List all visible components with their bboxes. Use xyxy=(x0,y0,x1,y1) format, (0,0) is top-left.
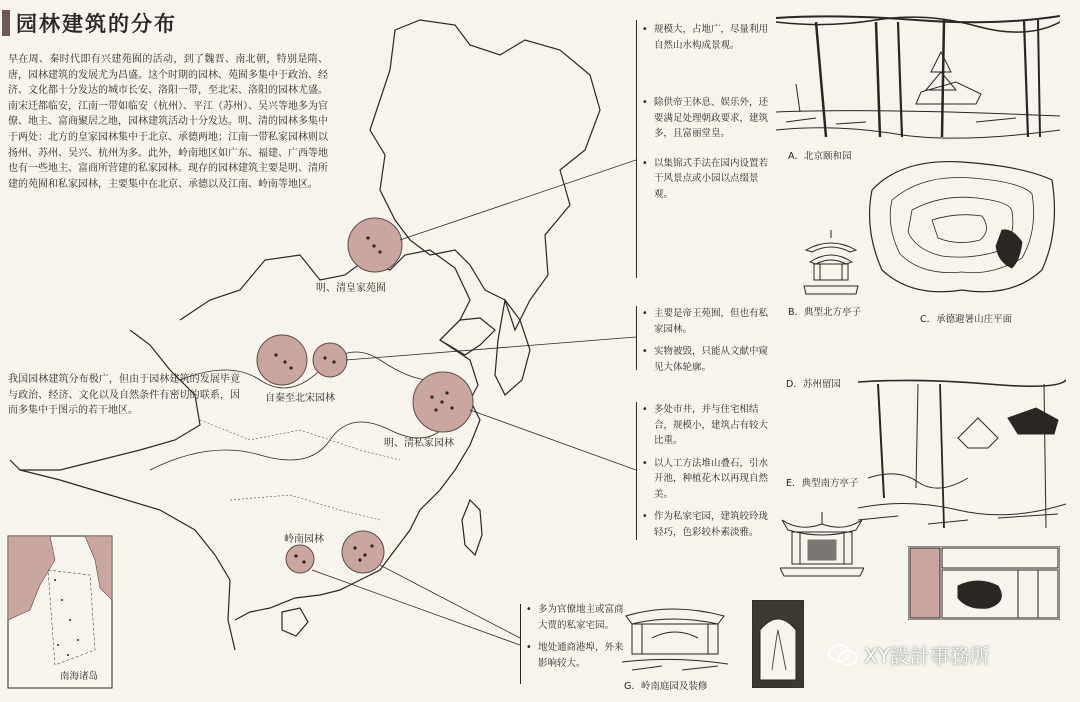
shandong-outline xyxy=(440,318,495,355)
bracket-qinsong xyxy=(636,306,637,370)
label-ming-qing-imperial: 明、清皇家苑囿 xyxy=(316,283,386,294)
sketch-summer-palace xyxy=(776,12,1060,142)
caption-e: E．典型南方亭子 xyxy=(786,478,859,489)
callout-qin-song xyxy=(640,306,768,382)
bracket-lingnan xyxy=(520,604,521,684)
leader-qinsong xyxy=(346,337,636,360)
hainan-outline xyxy=(282,608,308,636)
leader-lingnan-1 xyxy=(380,565,520,638)
bracket-private xyxy=(636,402,637,540)
wechat-icon xyxy=(828,643,858,667)
callout-lingnan xyxy=(524,602,624,678)
callout-item: • 以人工方法堆山叠石，引水开池，种植花木以再现自然美。 xyxy=(640,456,768,503)
label-lingnan: 岭南园林 xyxy=(284,534,324,545)
bracket-imperial xyxy=(636,20,637,278)
callout-item: • 主要是帝王苑囿，但也有私家园林。 xyxy=(640,306,768,337)
sketch-suzhou-garden xyxy=(858,378,1066,528)
region-circle-lingnan-e xyxy=(342,531,384,573)
province-border xyxy=(200,420,400,460)
callout-item: • 实物被毁，只能从文献中窥见大体轮廓。 xyxy=(640,344,768,375)
west-border-outline xyxy=(10,330,200,470)
callout-item: • 作为私家宅园，建筑较玲珑轻巧，色彩较朴素淡雅。 xyxy=(640,509,768,540)
inset-label: 南海诸岛 xyxy=(60,671,99,682)
sketch-courtyard-plan xyxy=(908,546,1060,620)
caption-b: B．典型北方亭子 xyxy=(788,307,862,318)
sketch-southern-pavilion xyxy=(780,510,864,578)
caption-d: D．苏州留园 xyxy=(786,379,841,390)
sketch-chengde-plan xyxy=(862,150,1062,302)
callout-imperial xyxy=(640,22,768,209)
sketch-northern-pavilion xyxy=(796,228,866,298)
caption-a: A．北京颐和园 xyxy=(788,151,852,162)
taiwan-outline xyxy=(462,500,482,555)
region-circle-chang-an xyxy=(257,335,307,385)
sketch-lingnan-garden xyxy=(622,602,728,674)
caption-c: C．承德避暑山庄平面 xyxy=(920,314,1013,325)
callout-private xyxy=(640,402,768,547)
province-border-2 xyxy=(230,495,380,520)
region-circle-lingnan-w xyxy=(286,545,314,573)
watermark xyxy=(828,640,990,669)
intro-paragraph: 早在周、秦时代即有兴建苑囿的活动，到了魏晋、南北朝，特别是隋、唐，园林建筑的发展尤为昌盛。这个时期的园林、苑囿多集中于政治、经济、文化都十分发达的城市长安、洛阳一带，至北宋、洛阳的园林尤盛。南宋迁都临安，江南一带如临安（杭州）、平江（苏州）、吴兴等地多为官僚、地主、富商聚居之地，园林建筑活动十分发达。明、清的园林多集中于两处：北方的皇家园林集中于北京、承德两地；江南一带私家园林则以扬州、苏州、吴兴、杭州为多。此外，岭南地区如广东、福建、广西等地也有一些地主、富商所营建的私家园林。现存的园林建筑主要是明、清所建的苑囿和私家园林，主要集中在北京、承德以及江南、岭南等地区。 xyxy=(8,54,328,190)
callout-item: • 地处通商港埠，外来影响较大。 xyxy=(524,640,624,671)
secondary-paragraph: 我国园林建筑分布极广，但由于园林建筑的发展毕竟与政治、经济、文化以及自然条件有密切的联系，因而多集中于图示的若干地区。 xyxy=(8,374,240,417)
northeast-coast-outline xyxy=(370,20,600,330)
inset-map xyxy=(8,536,112,688)
callout-item: • 以集锦式手法在园内设置若干风景点或小园以点缀景观。 xyxy=(640,156,768,203)
callout-item: • 多为官僚地主或富商大贾的私家宅园。 xyxy=(524,602,624,633)
watermark-text: XY設計事務所 xyxy=(864,644,990,668)
sketch-lingnan-ornament xyxy=(752,600,804,688)
leader-private xyxy=(470,410,636,470)
callout-item: • 规模大，占地广，尽量利用自然山水构成景观。 xyxy=(640,22,768,53)
caption-g: G．岭南庭园及装修 xyxy=(624,681,708,692)
callout-item: • 多处市井，并与住宅相结合，规模小，建筑占有较大比重。 xyxy=(640,402,768,449)
north-border-outline xyxy=(180,250,470,340)
region-circle-luoyang xyxy=(313,343,347,377)
leader-lingnan-2 xyxy=(312,570,520,645)
leader-imperial xyxy=(400,160,636,240)
label-ming-qing-private: 明、清私家园林 xyxy=(384,438,454,449)
label-qin-song: 自秦至北宋园林 xyxy=(265,393,335,404)
callout-item: • 除供帝王休息、娱乐外，还要满足处理朝政要求，建筑多，且富丽堂皇。 xyxy=(640,95,768,142)
page-title: 园林建筑的分布 xyxy=(16,12,177,36)
